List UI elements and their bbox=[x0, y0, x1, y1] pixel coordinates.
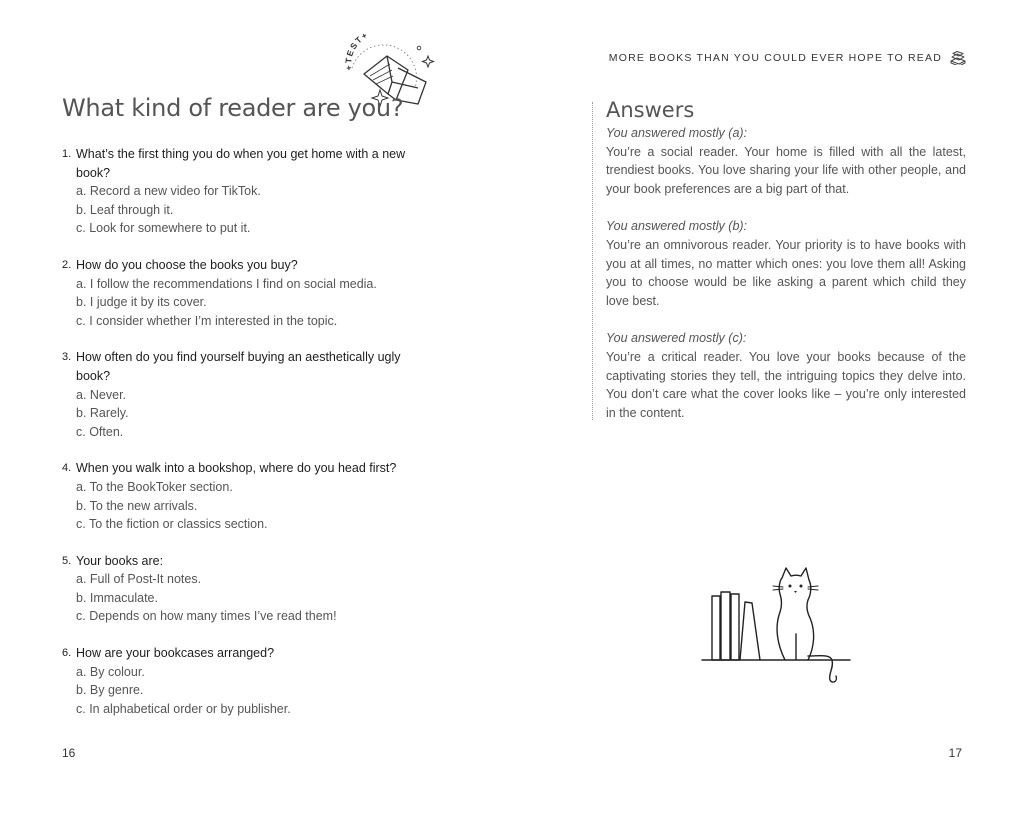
question-text: Your books are: bbox=[76, 553, 164, 568]
answer-item bbox=[606, 329, 966, 422]
answer-label: You answered mostly (b): bbox=[606, 219, 748, 234]
question-item bbox=[62, 348, 412, 441]
question-item bbox=[62, 459, 412, 533]
question-text: How are your bookcases arranged? bbox=[76, 646, 275, 661]
option-list bbox=[62, 478, 412, 534]
page-number-left: 16 bbox=[62, 746, 76, 760]
option-b: b. Rarely. bbox=[76, 406, 129, 421]
answer-item bbox=[606, 124, 966, 198]
answers-title: Answers bbox=[606, 98, 695, 122]
option-list bbox=[62, 663, 412, 719]
running-head bbox=[609, 51, 966, 65]
option-b: b. I judge it by its cover. bbox=[76, 295, 207, 310]
question-number: 1. bbox=[62, 148, 72, 160]
svg-text:+TEST+ bbox=[343, 30, 370, 71]
option-a: a. Full of Post-It notes. bbox=[76, 572, 202, 587]
question-number: 6. bbox=[62, 647, 72, 660]
option-c: c. Often. bbox=[76, 424, 124, 439]
sparkle-icon bbox=[423, 56, 434, 67]
answer-text: You’re a critical reader. You love your books because of the captivating stories they tell, the intriguing topics they delve into. You don’t care what the cover looks like – you’re only interested in the content. bbox=[606, 349, 966, 420]
question-number: 3. bbox=[62, 351, 72, 364]
question-text: When you walk into a bookshop, where do you head first? bbox=[76, 461, 397, 476]
option-c: c. To the fiction or classics section. bbox=[76, 517, 268, 532]
answer-text: You’re an omnivorous reader. Your priority is to have books with you at all times, no matter which ones: you love them all! Asking you to choose would be like asking a parent which child they love best. bbox=[606, 237, 966, 308]
option-c: c. In alphabetical order or by publisher. bbox=[76, 701, 291, 716]
option-a: a. I follow the recommendations I find on social media. bbox=[76, 276, 377, 291]
option-list bbox=[62, 275, 412, 331]
option-b: b. To the new arrivals. bbox=[76, 498, 198, 513]
option-list bbox=[62, 570, 412, 626]
option-b: b. Immaculate. bbox=[76, 590, 158, 605]
page-number-right: 17 bbox=[948, 746, 962, 760]
cat-with-books-illustration bbox=[700, 556, 860, 686]
badge-text: +TEST+ bbox=[343, 30, 371, 71]
answer-list bbox=[606, 124, 966, 441]
answer-item bbox=[606, 217, 966, 310]
answer-text: You’re a social reader. Your home is filled with all the latest, trendiest books. You love sharing your life with other people, and your book preferences are a big part of that. bbox=[606, 144, 966, 196]
option-a: a. Record a new video for TikTok. bbox=[76, 184, 261, 199]
book-stack-icon bbox=[950, 51, 966, 65]
option-c: c. I consider whether I’m interested in the topic. bbox=[76, 313, 338, 328]
question-number: 4. bbox=[62, 462, 72, 475]
question-number: 2. bbox=[62, 258, 72, 271]
option-list bbox=[62, 386, 412, 442]
question-item bbox=[62, 644, 412, 718]
right-page bbox=[512, 0, 1024, 819]
option-a: a. To the BookToker section. bbox=[76, 479, 233, 494]
question-item bbox=[62, 552, 412, 626]
question-number: 5. bbox=[62, 554, 72, 567]
dot-icon bbox=[417, 46, 421, 50]
running-head-text: MORE BOOKS THAN YOU COULD EVER HOPE TO READ bbox=[608, 52, 942, 64]
question-list bbox=[62, 145, 412, 736]
option-c: c. Depends on how many times I’ve read them! bbox=[76, 609, 337, 624]
answer-label: You answered mostly (c): bbox=[606, 331, 747, 346]
question-item bbox=[62, 256, 412, 330]
option-c: c. Look for somewhere to put it. bbox=[76, 221, 251, 236]
answer-label: You answered mostly (a): bbox=[606, 126, 748, 140]
question-text: What’s the first thing you do when you get home with a new book? bbox=[76, 147, 406, 180]
question-text: How often do you find yourself buying an aesthetically ugly book? bbox=[76, 350, 401, 383]
option-list bbox=[62, 182, 412, 238]
option-a: a. By colour. bbox=[76, 664, 145, 679]
option-b: b. Leaf through it. bbox=[76, 202, 174, 217]
option-b: b. By genre. bbox=[76, 683, 144, 698]
question-item bbox=[62, 145, 412, 238]
question-text: How do you choose the books you buy? bbox=[76, 257, 298, 272]
page-title: What kind of reader are you? bbox=[62, 94, 404, 122]
option-a: a. Never. bbox=[76, 387, 127, 402]
